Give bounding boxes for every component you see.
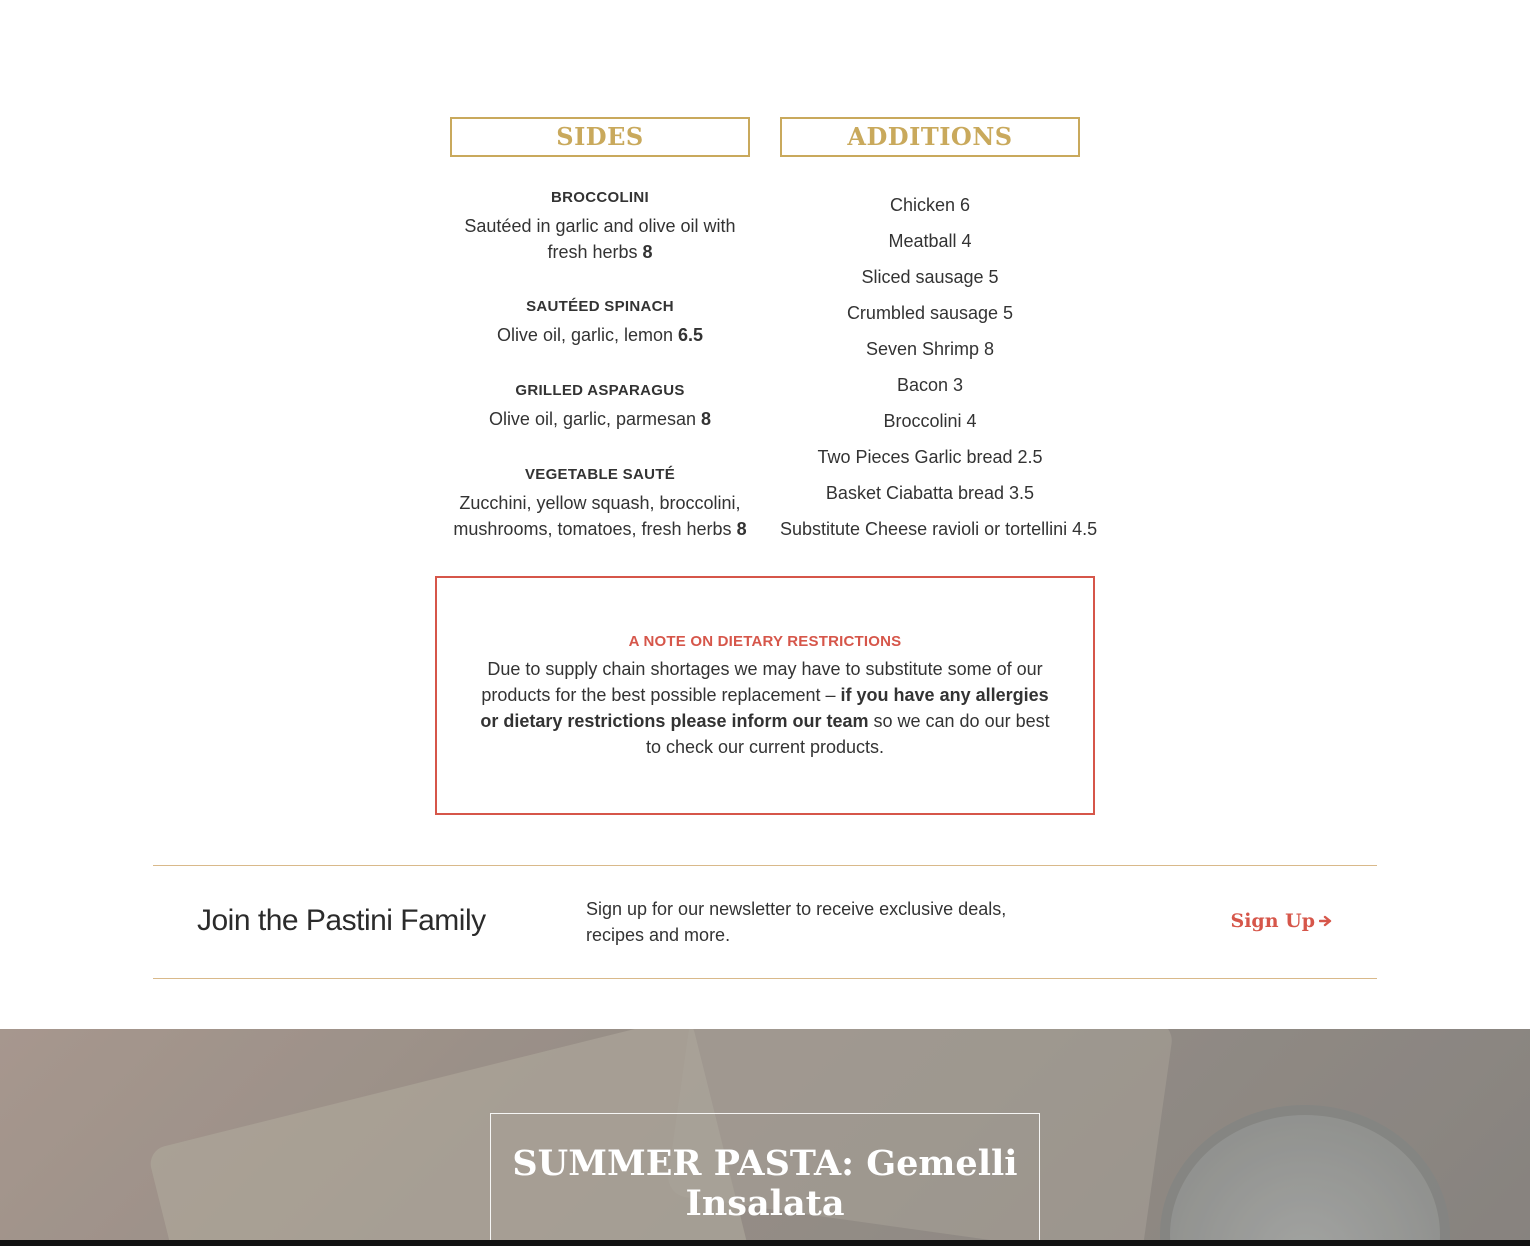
side-item-price: 8 (736, 519, 747, 539)
side-item-name: BROCCOLINI (551, 189, 649, 206)
side-item-desc: Sautéed in garlic and olive oil with fresh herbs 8 (464, 216, 736, 262)
side-item-desc: Zucchini, yellow squash, broccolini, mushrooms, tomatoes, fresh herbs 8 (453, 493, 747, 539)
addition-item: Seven Shrimp 8 (865, 339, 995, 359)
side-item-name: GRILLED ASPARAGUS (515, 382, 685, 399)
side-item (450, 298, 750, 348)
side-item-name: SAUTÉED SPINACH (526, 298, 674, 315)
additions-column (780, 117, 1098, 539)
side-item-price: 8 (642, 242, 653, 262)
newsletter-description: Sign up for our newsletter to receive exclusive deals, recipes and more. (586, 899, 1007, 945)
additions-heading: ADDITIONS (780, 117, 1080, 157)
arrow-right-icon (1319, 914, 1333, 928)
addition-item: Sliced sausage 5 (861, 267, 999, 287)
dietary-note-box (435, 576, 1095, 815)
side-item-price: 8 (701, 409, 712, 429)
dietary-note-text: Due to supply chain shortages we may have to substitute some of our products for the best possible replacement – if you have any allergies or dietary restrictions please inform our team so we can do our best to check our current products. (480, 659, 1050, 757)
addition-item: Substitute Cheese ravioli or tortellini 4.5 (780, 519, 1098, 539)
hero-title-box[interactable] (490, 1113, 1040, 1246)
side-item (450, 382, 750, 432)
side-item (450, 189, 750, 265)
sides-heading: SIDES (450, 117, 750, 157)
dietary-note-title: A NOTE ON DIETARY RESTRICTIONS (628, 633, 902, 650)
addition-item: Bacon 3 (896, 375, 964, 395)
additions-list (780, 187, 1098, 547)
sign-up-label: Sign Up (1230, 910, 1315, 932)
newsletter-section (153, 865, 1377, 979)
addition-item: Crumbled sausage 5 (846, 303, 1014, 323)
addition-item: Chicken 6 (889, 195, 971, 215)
hero-title: SUMMER PASTA: Gemelli Insalata (512, 1143, 1018, 1224)
addition-item: Two Pieces Garlic bread 2.5 (817, 447, 1043, 467)
addition-item: Meatball 4 (888, 231, 972, 251)
newsletter-title: Join the Pastini Family (197, 904, 486, 937)
side-item-desc: Olive oil, garlic, lemon 6.5 (496, 325, 704, 345)
hero-banner (0, 1029, 1530, 1246)
side-item-desc: Olive oil, garlic, parmesan 8 (488, 409, 712, 429)
side-item-name: VEGETABLE SAUTÉ (524, 466, 676, 483)
addition-item: Basket Ciabatta bread 3.5 (825, 483, 1035, 503)
side-item (450, 466, 750, 542)
side-item-price: 6.5 (678, 325, 704, 345)
sides-column (450, 117, 750, 539)
bottom-bar (0, 1240, 1530, 1246)
sign-up-link[interactable] (1230, 910, 1333, 932)
addition-item: Broccolini 4 (883, 411, 977, 431)
